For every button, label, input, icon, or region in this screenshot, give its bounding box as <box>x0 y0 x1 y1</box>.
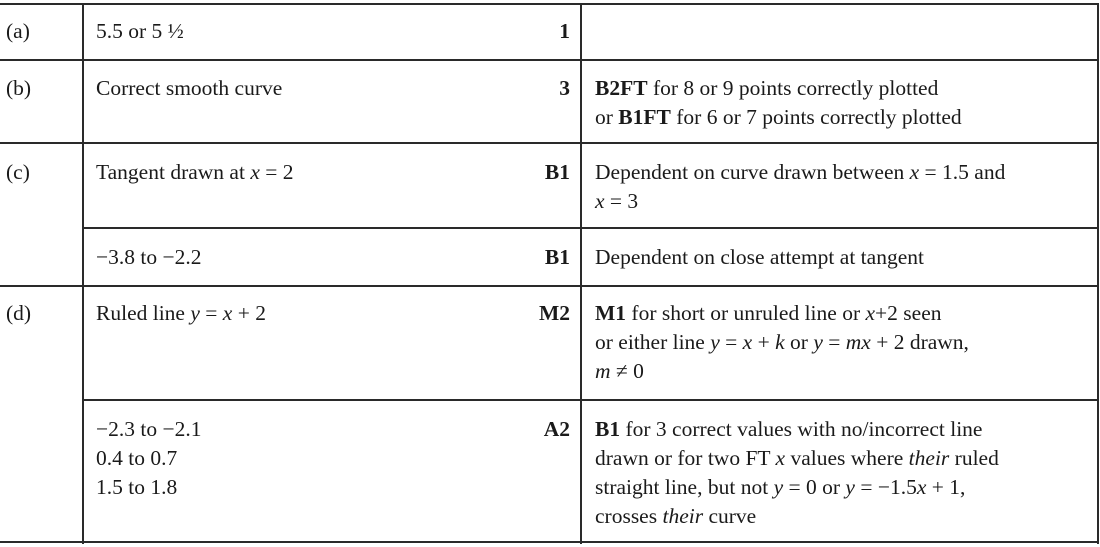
answer-cell <box>96 74 282 103</box>
text-line: drawn or for two FT x values where their ruled <box>595 446 999 470</box>
text-line: 1.5 to 1.8 <box>96 475 178 499</box>
text-line: Dependent on curve drawn between x = 1.5 and <box>595 160 1006 184</box>
mark-cell: B1 <box>544 160 570 184</box>
mark-cell: 1 <box>559 19 570 43</box>
text-line: M1 for short or unruled line or x+2 seen <box>595 301 942 325</box>
mark-cell: 3 <box>559 76 570 100</box>
table-top-border <box>0 3 1099 5</box>
text-line: Correct smooth curve <box>96 76 283 100</box>
answer-cell <box>96 243 201 272</box>
part-label: (c) <box>6 160 30 184</box>
row-divider <box>0 142 1099 144</box>
text-line: straight line, but not y = 0 or y = −1.5x + 1, <box>595 475 966 499</box>
text-line: −2.3 to −2.1 <box>96 417 202 441</box>
text-line: or B1FT for 6 or 7 points correctly plotted <box>595 105 962 129</box>
part-label: (a) <box>6 19 30 43</box>
mark-cell: B1 <box>544 245 570 269</box>
guidance-cell <box>595 158 1005 216</box>
text-line: Tangent drawn at x = 2 <box>96 160 294 184</box>
text-line: B2FT for 8 or 9 points correctly plotted <box>595 76 939 100</box>
part-label: (d) <box>6 301 32 325</box>
row-divider <box>82 227 1099 229</box>
column-divider <box>580 4 582 544</box>
text-line: Dependent on close attempt at tangent <box>595 245 924 269</box>
mark-cell: A2 <box>543 417 570 441</box>
part-label: (b) <box>6 76 32 100</box>
text-line: or either line y = x + k or y = mx + 2 drawn, <box>595 330 969 354</box>
text-line: Ruled line y = x + 2 <box>96 301 266 325</box>
guidance-cell <box>595 243 924 272</box>
row-divider <box>82 399 1099 401</box>
answer-cell <box>96 17 184 46</box>
row-divider <box>0 285 1099 287</box>
mark-cell: M2 <box>538 301 570 325</box>
answer-cell <box>96 158 294 187</box>
text-line: 0.4 to 0.7 <box>96 446 178 470</box>
column-divider <box>82 4 84 544</box>
text-line: x = 3 <box>595 189 639 213</box>
answer-cell <box>96 415 201 502</box>
text-line: 5.5 or 5 ½ <box>96 19 184 43</box>
row-divider <box>0 59 1099 61</box>
text-line: m ≠ 0 <box>595 359 644 383</box>
table-bottom-border <box>0 541 1099 543</box>
column-divider <box>1097 4 1099 544</box>
text-line: −3.8 to −2.2 <box>96 245 202 269</box>
text-line: crosses their curve <box>595 504 757 528</box>
guidance-cell <box>595 74 962 132</box>
answer-cell <box>96 299 266 328</box>
text-line: B1 for 3 correct values with no/incorrect line <box>595 417 983 441</box>
guidance-cell <box>595 415 999 531</box>
guidance-cell <box>595 299 969 386</box>
